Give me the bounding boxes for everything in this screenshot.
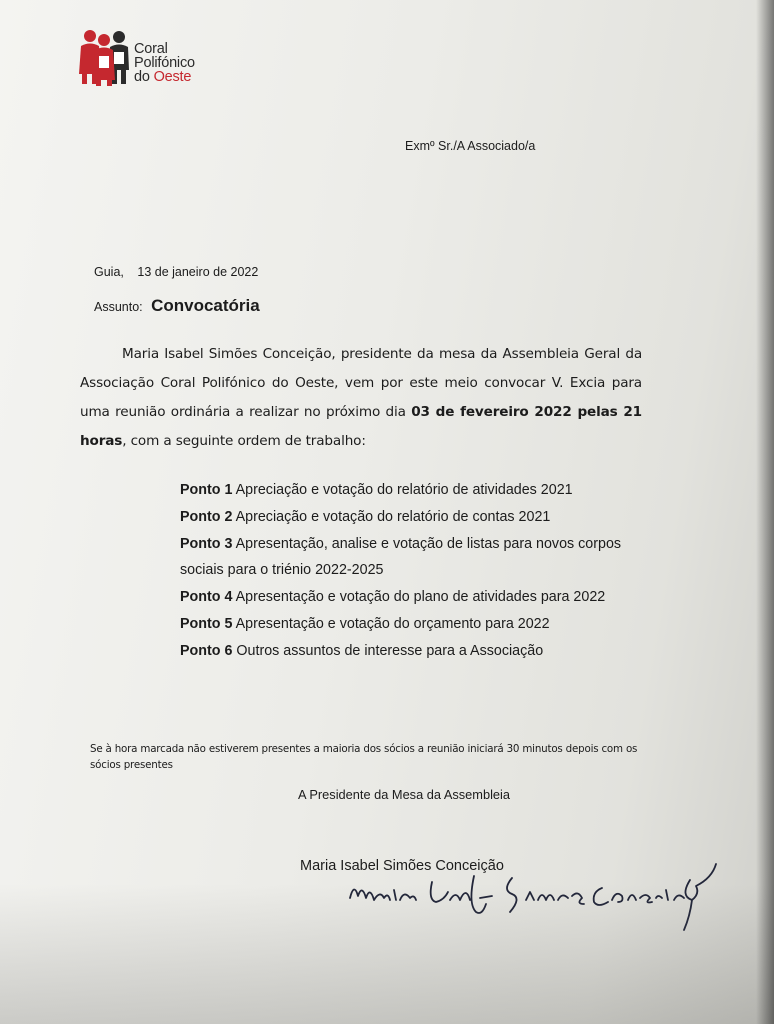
agenda-item-text: Apresentação e votação do orçamento para 2022: [235, 615, 550, 632]
agenda-item-continuation: sociais para o triénio 2022-2025: [180, 562, 384, 579]
agenda-item-text: Outros assuntos de interesse para a Associação: [236, 642, 544, 659]
agenda-item: [180, 531, 680, 585]
agenda-item-text: Apreciação e votação do relatório de contas 2021: [235, 508, 551, 525]
agenda-item: [180, 638, 680, 665]
meeting-datetime: 03 de fevereiro 2022 pelas 21 horas: [80, 404, 642, 449]
subject-label: Assunto:: [94, 300, 143, 314]
recipient-line: Exmº Sr./A Associado/a: [405, 139, 536, 153]
photo-shade: [0, 884, 774, 1024]
logo-line-3-prefix: do: [134, 69, 154, 85]
agenda-item: [180, 504, 680, 531]
agenda-item-label: Ponto 1: [180, 482, 233, 498]
closing-title: A Presidente da Mesa da Assembleia: [298, 787, 510, 802]
logo-line-3: [134, 70, 195, 84]
quorum-notice: Se à hora marcada não estiverem presentes a maioria dos sócios a reunião iniciará 30 minutos depois com os sócios presentes: [90, 743, 638, 771]
logo-line-2: Polifónico: [134, 55, 195, 71]
page-edge-shadow: [756, 0, 774, 1024]
agenda-item: [180, 477, 680, 504]
agenda-item-label: Ponto 3: [180, 535, 233, 552]
body-text-after: , com a seguinte ordem de trabalho:: [122, 433, 366, 449]
date-value: 13 de janeiro de 2022: [137, 265, 259, 279]
agenda-item-label: Ponto 4: [180, 589, 233, 606]
logo-line-1: Coral: [134, 41, 168, 57]
logo-line-3-accent: Oeste: [153, 69, 192, 85]
agenda-item: [180, 611, 680, 638]
agenda-item-label: Ponto 6: [180, 642, 233, 659]
agenda-item-text: Apresentação, analise e votação de listas para novos corpos: [235, 535, 622, 552]
subject-title: Convocatória: [151, 296, 260, 315]
signatory-name: Maria Isabel Simões Conceição: [300, 858, 504, 874]
letter-body: [80, 340, 642, 456]
body-text-before: Maria Isabel Simões Conceição, presidente da mesa da Assembleia Geral da Associação Coral Polifónico do Oeste, vem por este meio convocar V. Excia para uma reunião ordinária a realizar no próximo dia: [80, 346, 642, 420]
logo-wordmark: [134, 42, 195, 84]
organization-logo: [78, 28, 218, 88]
agenda-item-label: Ponto 2: [180, 508, 233, 525]
agenda-item-text: Apresentação e votação do plano de atividades para 2022: [235, 589, 606, 606]
subject-line: [94, 296, 260, 316]
agenda-list: [180, 477, 680, 665]
date-place: Guia,: [94, 265, 124, 279]
date-line: [94, 265, 258, 279]
choir-figures-icon: [78, 28, 133, 86]
agenda-item-text: Apreciação e votação do relatório de atividades 2021: [235, 482, 573, 498]
agenda-item-label: Ponto 5: [180, 615, 233, 632]
agenda-item: [180, 584, 680, 611]
